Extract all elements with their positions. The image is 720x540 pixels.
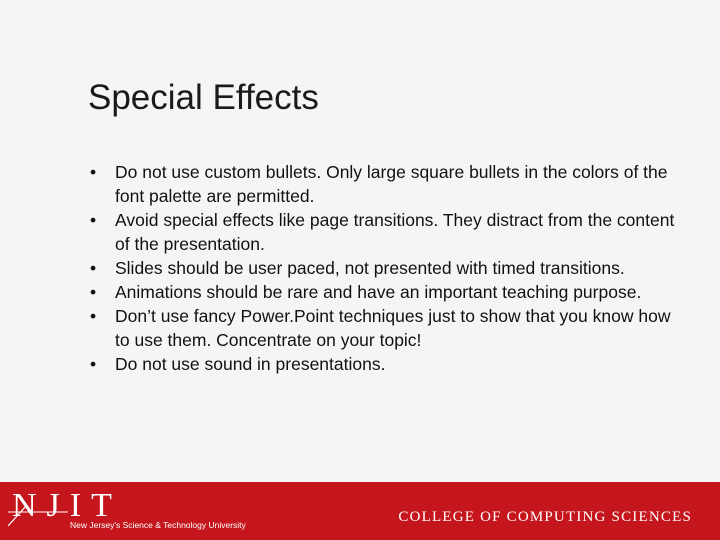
bullet-marker: •	[90, 354, 97, 374]
bullet-text: Do not use sound in presentations.	[115, 354, 386, 374]
bullet-marker: •	[90, 210, 97, 230]
bullet-text: Don’t use fancy Power.Point techniques just to show that you know how to use them. Concentrate on your topic!	[115, 306, 671, 350]
bullet-item	[88, 208, 688, 256]
bullet-item	[88, 280, 688, 304]
bullet-text: Slides should be user paced, not presented with timed transitions.	[115, 258, 625, 278]
bullet-list	[88, 160, 688, 376]
footer-banner	[0, 482, 720, 540]
bullet-item	[88, 256, 688, 280]
slide-title: Special Effects	[88, 78, 319, 117]
college-name: COLLEGE OF COMPUTING SCIENCES	[398, 509, 692, 525]
bullet-text: Animations should be rare and have an important teaching purpose.	[115, 282, 642, 302]
njit-logo-text: NJIT	[12, 487, 122, 524]
bullet-marker: •	[90, 282, 97, 302]
bullet-text: Avoid special effects like page transitions. They distract from the content of the presentation.	[115, 210, 675, 254]
bullet-item	[88, 352, 688, 376]
bullet-text: Do not use custom bullets. Only large square bullets in the colors of the font palette are permitted.	[115, 162, 668, 206]
bullet-marker: •	[90, 258, 97, 278]
logo-tagline: New Jersey's Science & Technology University	[70, 520, 246, 530]
bullet-marker: •	[90, 306, 97, 326]
bullet-marker: •	[90, 162, 97, 182]
bullet-item	[88, 304, 688, 352]
bullet-item	[88, 160, 688, 208]
